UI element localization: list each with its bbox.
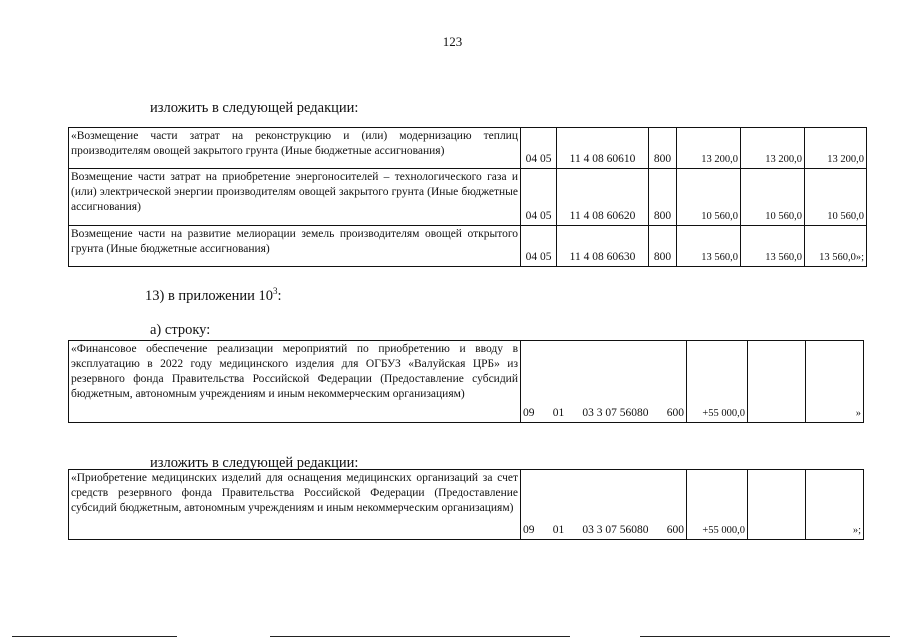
amount-year-2: 13 560,0 xyxy=(741,226,805,267)
table-row xyxy=(69,226,867,267)
amount-year-3: 13 560,0»; xyxy=(805,226,867,267)
subsection-13-superscript: 3 xyxy=(273,286,278,296)
amount-year-1: 13 560,0 xyxy=(677,226,741,267)
section-code: 04 05 xyxy=(521,128,557,169)
amount-year-1: 10 560,0 xyxy=(677,169,741,226)
table-row xyxy=(69,470,864,540)
amount-change: +55 000,0 xyxy=(687,341,748,423)
rz-code: 09 xyxy=(523,407,535,419)
table-row xyxy=(69,169,867,226)
heading-new-edition-1: изложить в следующей редакции: xyxy=(150,100,359,116)
scan-edge-line xyxy=(270,636,570,637)
pr-code: 01 xyxy=(552,407,565,419)
closing-quote: » xyxy=(806,341,864,423)
target-code: 11 4 08 60620 xyxy=(557,169,649,226)
scan-edge-line xyxy=(12,636,177,637)
target-code: 11 4 08 60610 xyxy=(557,128,649,169)
subsection-a: а) строку: xyxy=(150,322,211,338)
row-description: «Приобретение медицинских изделий для оснащения медицинских организаций за счет средств резервного фонда Правительства Российской Федерации (Предоставление субсидий бюджетным, автономным учреждениям и иным некоммерческим организациям) xyxy=(69,470,521,540)
subsection-13-text: 13) в приложении 10 xyxy=(145,287,273,304)
pr-code: 01 xyxy=(552,524,565,536)
target-code: 11 4 08 60630 xyxy=(557,226,649,267)
heading-new-edition-2: изложить в следующей редакции: xyxy=(150,455,359,471)
budget-table-1 xyxy=(68,127,867,267)
scan-edge-line xyxy=(640,636,890,637)
expense-type-code: 600 xyxy=(666,407,684,419)
target-code: 03 3 07 56080 xyxy=(582,407,649,419)
page-number: 123 xyxy=(442,34,463,49)
section-code: 04 05 xyxy=(521,226,557,267)
empty-cell xyxy=(748,341,806,423)
subsection-13-suffix: : xyxy=(277,287,282,304)
amount-year-3: 10 560,0 xyxy=(805,169,867,226)
amount-year-3: 13 200,0 xyxy=(805,128,867,169)
row-description: Возмещение части на развитие мелиорации земель производителям овощей открытого грунта (Иные бюджетные ассигнования) xyxy=(69,226,521,267)
expense-type-code: 600 xyxy=(666,524,684,536)
budget-table-3 xyxy=(68,469,864,540)
closing-quote: »; xyxy=(806,470,864,540)
table-row xyxy=(69,128,867,169)
expense-type-code: 800 xyxy=(649,226,677,267)
row-description: «Возмещение части затрат на реконструкцию и (или) модернизацию теплиц производителям овощей закрытого грунта (Иные бюджетные ассигнования) xyxy=(69,128,521,169)
amount-change: +55 000,0 xyxy=(687,470,748,540)
amount-year-2: 10 560,0 xyxy=(741,169,805,226)
codes-cell xyxy=(521,470,687,540)
row-description: «Финансовое обеспечение реализации мероприятий по приобретению и вводу в эксплуатацию в 2022 году медицинского изделия для ОГБУЗ «Валуйская ЦРБ» из резервного фонда Правительства Российской Федерации (Предоставление субсидий бюджетным, автономным учреждениям и иным некоммерческим организациям) xyxy=(69,341,521,423)
row-description: Возмещение части затрат на приобретение энергоносителей – технологического газа и (или) электрической энергии производителям овощей закрытого грунта (Иные бюджетные ассигнования) xyxy=(69,169,521,226)
amount-year-2: 13 200,0 xyxy=(741,128,805,169)
codes-cell xyxy=(521,341,687,423)
section-code: 04 05 xyxy=(521,169,557,226)
subsection-13 xyxy=(145,286,282,305)
empty-cell xyxy=(748,470,806,540)
amount-year-1: 13 200,0 xyxy=(677,128,741,169)
rz-code: 09 xyxy=(523,524,535,536)
target-code: 03 3 07 56080 xyxy=(582,524,649,536)
expense-type-code: 800 xyxy=(649,169,677,226)
table-row xyxy=(69,341,864,423)
expense-type-code: 800 xyxy=(649,128,677,169)
budget-table-2 xyxy=(68,340,864,423)
